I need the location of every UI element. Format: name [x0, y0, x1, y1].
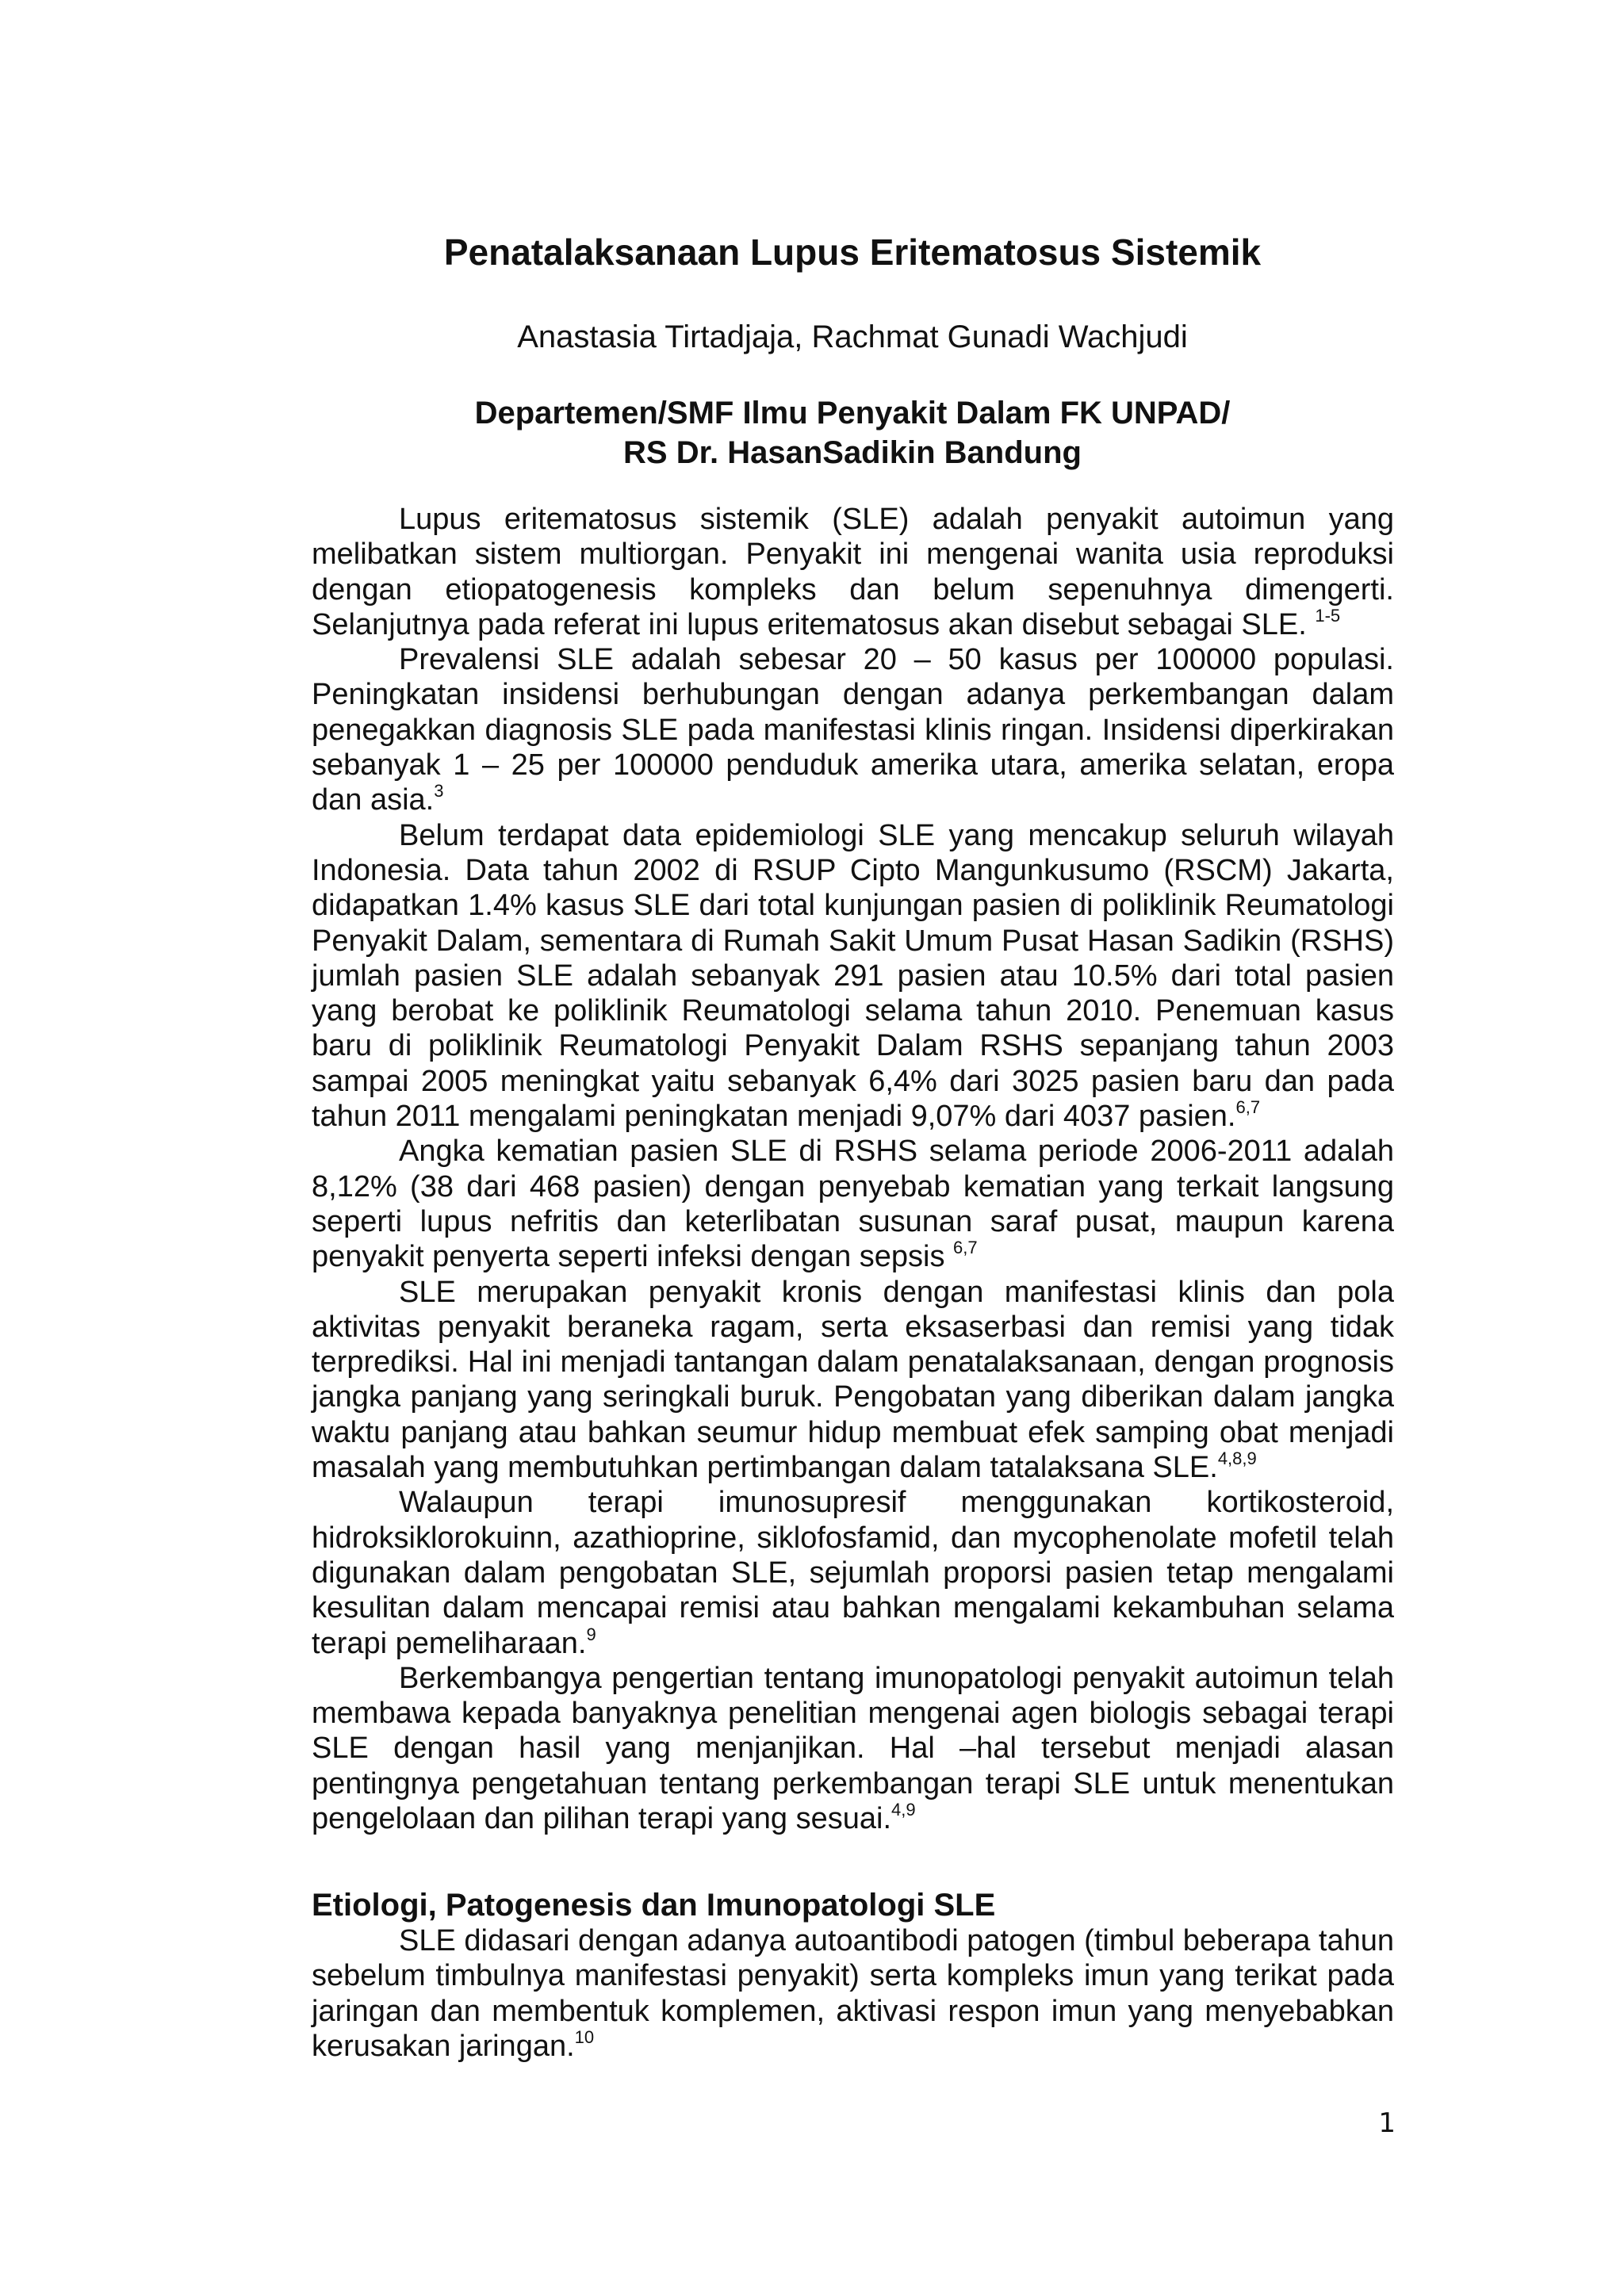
paragraph — [312, 1923, 1394, 2064]
paragraph — [312, 1485, 1394, 1660]
paragraph-text: Belum terdapat data epidemiologi SLE yang mencakup seluruh wilayah Indonesia. Data tahun 2002 di RSUP Cipto Mangunkusumo (RSCM) Jakarta, didapatkan 1.4% kasus SLE dari total kunjungan pasien di poliklinik Reumatologi Penyakit Dalam, sementara di Rumah Sakit Umum Pusat Hasan Sadikin (RSHS) jumlah pasien SLE adalah sebanyak 291 pasien atau 10.5% dari total pasien yang berobat ke poliklinik Reumatologi selama tahun 2010. Penemuan kasus baru di poliklinik Reumatologi Penyakit Dalam RSHS sepanjang tahun 2003 sampai 2005 meningkat yaitu sebanyak 6,4% dari 3025 pasien baru dan pada tahun 2011 mengalami peningkatan menjadi 9,07% dari 4037 pasien. — [312, 818, 1394, 1134]
paragraph-text: Berkembangya pengertian tentang imunopatologi penyakit autoimun telah membawa kepada banyaknya penelitian mengenai agen biologis sebagai terapi SLE dengan hasil yang menjanjikan. Hal –hal tersebut menjadi alasan pentingnya pengetahuan tentang perkembangan terapi SLE untuk menentukan pengelolaan dan pilihan terapi yang sesuai. — [312, 1661, 1394, 1835]
citation-ref: 6,7 — [1235, 1097, 1261, 1118]
affiliation — [309, 393, 1396, 473]
citation-ref: 4,8,9 — [1217, 1448, 1257, 1469]
paragraph — [312, 502, 1394, 642]
paragraph — [312, 818, 1394, 1135]
citation-ref: 9 — [586, 1624, 596, 1644]
paragraph-text: Lupus eritematosus sistemik (SLE) adalah penyakit autoimun yang melibatkan sistem multiorgan. Penyakit ini mengenai wanita usia reproduksi dengan etiopatogenesis kompleks dan belum sepenuhnya dimengerti. Selanjutnya pada referat ini lupus eritematosus akan disebut sebagai SLE. — [312, 503, 1394, 641]
citation-ref: 10 — [574, 2026, 595, 2047]
paragraph — [312, 1661, 1394, 1836]
citation-ref: 1-5 — [1315, 605, 1341, 626]
paragraph-text: Walaupun terapi imunosupresif menggunakan kortikosteroid, hidroksiklorokuinn, azathioprine, siklofosfamid, dan mycophenolate mofetil telah digunakan dalam pengobatan SLE, sejumlah proporsi pasien tetap mengalami kesulitan dalam mencapai remisi atau bahkan mengalami kekambuhan selama terapi pemeliharaan. — [312, 1486, 1394, 1660]
paragraph-text: SLE didasari dengan adanya autoantibodi patogen (timbul beberapa tahun sebelum timbulnya manifestasi penyakit) serta kompleks imun yang terikat pada jaringan dan membentuk komplemen, aktivasi respon imun yang menyebabkan kerusakan jaringan. — [312, 1924, 1394, 2063]
intro-body — [312, 502, 1394, 1836]
page-number: 1 — [1378, 2107, 1396, 2139]
paragraph-text: Prevalensi SLE adalah sebesar 20 – 50 kasus per 100000 populasi. Peningkatan insidensi berhubungan dengan adanya perkembangan dalam penegakkan diagnosis SLE pada manifestasi klinis ringan. Insidensi diperkirakan sebanyak 1 – 25 per 100000 penduduk amerika utara, amerika selatan, eropa dan asia. — [312, 643, 1394, 817]
paragraph — [312, 642, 1394, 817]
citation-ref: 6,7 — [953, 1238, 978, 1258]
citation-ref: 3 — [434, 781, 444, 802]
document-title: Penatalaksanaan Lupus Eritematosus Sistemik — [443, 232, 1262, 273]
paragraph-text: SLE merupakan penyakit kronis dengan manifestasi klinis dan pola aktivitas penyakit beraneka ragam, serta eksaserbasi dan remisi yang tidak terprediksi. Hal ini menjadi tantangan dalam penatalaksanaan, dengan prognosis jangka panjang yang seringkali buruk. Pengobatan yang diberikan dalam jangka waktu panjang atau bahkan seumur hidup membuat efek samping obat menjadi masalah yang membutuhkan pertimbangan dalam tatalaksana SLE. — [312, 1275, 1394, 1485]
affiliation-line-1: Departemen/SMF Ilmu Penyakit Dalam FK UNPAD/ — [474, 396, 1231, 430]
author-list: Anastasia Tirtadjaja, Rachmat Gunadi Wachjudi — [517, 320, 1188, 354]
affiliation-line-2: RS Dr. HasanSadikin Bandung — [623, 435, 1082, 470]
citation-ref: 4,9 — [891, 1799, 916, 1820]
paragraph — [312, 1134, 1394, 1274]
paragraph-text: Angka kematian pasien SLE di RSHS selama periode 2006-2011 adalah 8,12% (38 dari 468 pasien) dengan penyebab kematian yang terkait langsung seperti lupus nefritis dan keterlibatan susunan saraf pusat, maupun karena penyakit penyerta seperti infeksi dengan sepsis — [312, 1135, 1394, 1274]
section-heading: Etiologi, Patogenesis dan Imunopatologi SLE — [312, 1888, 996, 1923]
paragraph — [312, 1275, 1394, 1486]
section-body — [312, 1923, 1394, 2064]
